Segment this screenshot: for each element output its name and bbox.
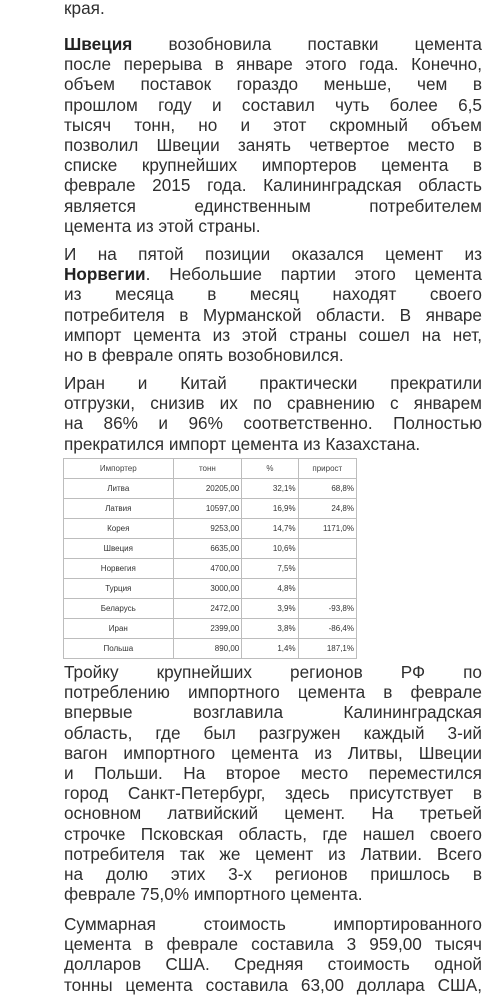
text-line: потребителя так же цемент из Латвии. Всего (64, 843, 482, 864)
table-cell: -86,4% (298, 619, 356, 639)
paragraph-iran-china (64, 373, 482, 454)
paragraph-regions (64, 662, 482, 904)
table-cell: -93,8% (298, 599, 356, 619)
text-line: но в феврале опять возобновился. (64, 344, 344, 365)
text-line: края. (64, 0, 105, 18)
table-cell: 1,4% (242, 639, 298, 659)
text-line: из месяца в месяц находят своего (64, 284, 482, 305)
table-cell: 3,9% (242, 599, 298, 619)
table-cell: Иран (64, 619, 174, 639)
text-line: Иран и Китай практически прекратили (64, 373, 482, 393)
table-header-row (64, 459, 357, 479)
table-cell: Швеция (64, 539, 174, 559)
text-line: И на пятой позиции оказался цемент из (64, 244, 482, 264)
table-cell: 16,9% (242, 499, 298, 519)
text-line: после перерыва в январе этого года. Конечно, (64, 54, 482, 75)
text-line: Норвегии. Небольшие партии этого цемента (64, 264, 482, 285)
text-line: основном латвийский цемент. На третьей (64, 803, 482, 824)
table-cell: 24,8% (298, 499, 356, 519)
text-line: область, где был разгружен каждый 3-ий (64, 722, 482, 743)
text-line: вагон импортного цемента из Литвы, Швеции (64, 742, 482, 763)
table-cell: 32,1% (242, 479, 298, 499)
table-row (64, 639, 357, 659)
table-cell: Беларусь (64, 599, 174, 619)
text-line: феврале 2015 года. Калининградская область (64, 175, 482, 196)
table-cell: Норвегия (64, 559, 174, 579)
table-cell: 10,6% (242, 539, 298, 559)
text-line: феврале 75,0% импортного цемента. (64, 884, 363, 905)
table-cell: 3000,00 (173, 579, 242, 599)
table-cell: Литва (64, 479, 174, 499)
table-cell: Турция (64, 579, 174, 599)
table-cell: 4,8% (242, 579, 298, 599)
table-row (64, 519, 357, 539)
importers-table (63, 458, 357, 659)
table-row (64, 579, 357, 599)
paragraph-norway (64, 244, 482, 365)
table-row (64, 619, 357, 639)
text-line: Швеция возобновила поставки цемента (64, 34, 482, 54)
table-cell: 9253,00 (173, 519, 242, 539)
table-cell: 10597,00 (173, 499, 242, 519)
text-line: и Польши. На второе место переместился (64, 762, 482, 783)
table-cell (298, 539, 356, 559)
table-row (64, 499, 357, 519)
column-header: тонн (173, 459, 242, 479)
table-cell: 6635,00 (173, 539, 242, 559)
text-line: является единственным потребителем (64, 195, 482, 216)
text-line: город Санкт-Петербург, здесь присутствует в (64, 783, 482, 804)
text-line: потреблению импортного цемента в феврале (64, 682, 482, 703)
table-cell: 890,00 (173, 639, 242, 659)
table-row (64, 599, 357, 619)
table-cell (298, 579, 356, 599)
text-line: прекратился импорт цемента из Казахстана. (64, 433, 421, 454)
text-line: впервые возглавила Калининградская (64, 702, 482, 723)
column-header: Импортер (64, 459, 174, 479)
paragraph-top-fragment (64, 0, 482, 18)
paragraph-cost (64, 914, 482, 995)
table-cell: 1171,0% (298, 519, 356, 539)
table-row (64, 539, 357, 559)
table-cell: Корея (64, 519, 174, 539)
table-cell: 4700,00 (173, 559, 242, 579)
country-name-norway: Норвегии (64, 264, 146, 285)
text-line: на долю этих 3-х регионов пришлось в (64, 863, 482, 884)
table-cell: 187,1% (298, 639, 356, 659)
table-cell: 2399,00 (173, 619, 242, 639)
table-row (64, 479, 357, 499)
text-line: прошлом году и составил чуть более 6,5 (64, 94, 482, 115)
text-line: списке крупнейших импортеров цемента в (64, 155, 482, 176)
text-line: строчке Псковская область, где нашел своего (64, 823, 482, 844)
text-line: Тройку крупнейших регионов РФ по (64, 662, 482, 682)
table-row (64, 559, 357, 579)
table-cell: 14,7% (242, 519, 298, 539)
text-line: тысяч тонн, но и этот скромный объем (64, 114, 482, 135)
table-cell: 68,8% (298, 479, 356, 499)
text-line: потребителя в Мурманской области. В январе (64, 304, 482, 325)
table-cell: Латвия (64, 499, 174, 519)
text-line: объем поставок гораздо меньше, чем в (64, 74, 482, 95)
table-cell: 7,5% (242, 559, 298, 579)
table-cell (298, 559, 356, 579)
text-line: цемента из этой страны. (64, 215, 261, 236)
column-header: прирост (298, 459, 356, 479)
country-name-sweden: Швеция (64, 34, 133, 54)
text-line: цемента в феврале составила 3 959,00 тысяч (64, 934, 482, 955)
paragraph-sweden (64, 34, 482, 236)
column-header: % (242, 459, 298, 479)
text-line: на 86% и 96% соответственно. Полностью (64, 413, 482, 434)
text-line: позволил Швеции занять четвертое место в (64, 134, 482, 155)
table-cell: 3,8% (242, 619, 298, 639)
text-line: тонны цемента составила 63,00 доллара США, (64, 974, 482, 995)
table-cell: 20205,00 (173, 479, 242, 499)
text-line: отгрузки, снизив их по сравнению с январем (64, 393, 482, 414)
table-cell: 2472,00 (173, 599, 242, 619)
table-cell: Польша (64, 639, 174, 659)
text-line: импорт цемента из этой страны сошел на нет, (64, 324, 482, 345)
text-line: долларов США. Средняя стоимость одной (64, 954, 482, 975)
text-line: Суммарная стоимость импортированного (64, 914, 482, 934)
